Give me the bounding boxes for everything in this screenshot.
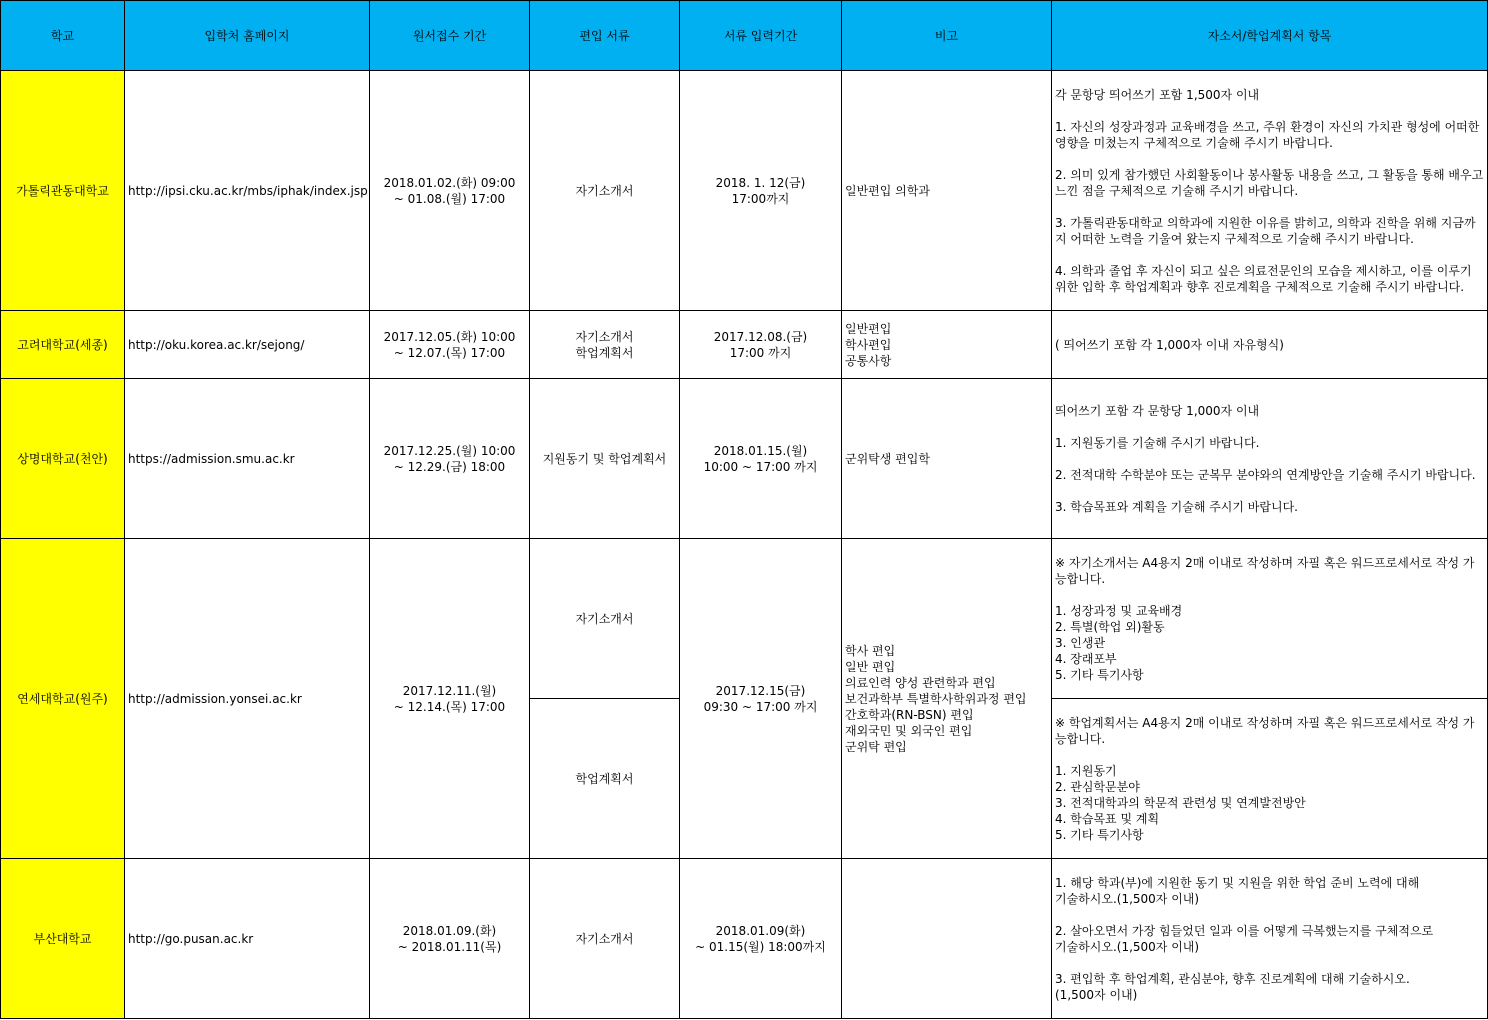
header-documents: 편입 서류 <box>530 1 680 71</box>
table-row <box>1 71 1488 311</box>
homepage-url[interactable]: http://ipsi.cku.ac.kr/mbs/iphak/index.jsp <box>125 71 370 311</box>
school-name: 고려대학교(세종) <box>1 311 125 379</box>
documents: 자기소개서 <box>530 539 680 699</box>
header-school: 학교 <box>1 1 125 71</box>
application-period: 2018.01.02.(화) 09:00 ~ 01.08.(월) 17:00 <box>370 71 530 311</box>
note: 일반편입 학사편입 공통사항 <box>842 311 1052 379</box>
header-essay-items: 자소서/학업계획서 항목 <box>1052 1 1488 71</box>
header-input-period: 서류 입력기간 <box>680 1 842 71</box>
note: 일반편입 의학과 <box>842 71 1052 311</box>
essay-items: ※ 자기소개서는 A4용지 2매 이내로 작성하며 자필 혹은 워드프로세서로 작성 가능합니다. 1. 성장과정 및 교육배경 2. 특별(학업 외)활동 3. 인생관 4. 장래포부 5. 기타 특기사항 <box>1052 539 1488 699</box>
homepage-url[interactable]: http://oku.korea.ac.kr/sejong/ <box>125 311 370 379</box>
header-note: 비고 <box>842 1 1052 71</box>
documents: 자기소개서 <box>530 71 680 311</box>
school-name: 상명대학교(천안) <box>1 379 125 539</box>
school-name: 연세대학교(원주) <box>1 539 125 859</box>
table-row <box>1 311 1488 379</box>
input-period: 2017.12.15(금) 09:30 ~ 17:00 까지 <box>680 539 842 859</box>
essay-items: ( 띄어쓰기 포함 각 1,000자 이내 자유형식) <box>1052 311 1488 379</box>
application-period: 2017.12.25.(월) 10:00 ~ 12.29.(금) 18:00 <box>370 379 530 539</box>
documents: 자기소개서 학업계획서 <box>530 311 680 379</box>
note: 학사 편입 일반 편입 의료인력 양성 관련학과 편입 보건과학부 특별학사학위과정 편입 간호학과(RN-BSN) 편입 재외국민 및 외국인 편입 군위탁 편입 <box>842 539 1052 859</box>
essay-items: 각 문항당 띄어쓰기 포함 1,500자 이내 1. 자신의 성장과정과 교육배경을 쓰고, 주위 환경이 자신의 가치관 형성에 어떠한 영향을 미쳤는지 구체적으로 기술해 주시기 바랍니다. 2. 의미 있게 참가했던 사회활동이나 봉사활동 내용을 쓰고, 그 활동을 통해 배우고 느낀 점을 구체적으로 기술해 주시기 바랍니다. 3. 가톨릭관동대학교 의학과에 지원한 이유를 밝히고, 의학과 진학을 위해 지금까지 어떠한 노력을 기울여 왔는지 구체적으로 기술해 주시기 바랍니다. 4. 의학과 졸업 후 자신이 되고 싶은 의료전문인의 모습을 제시하고, 이를 이루기 위한 입학 후 학업계획과 향후 진로계획을 구체적으로 기술해 주시기 바랍니다. <box>1052 71 1488 311</box>
input-period: 2018.01.09(화) ~ 01.15(월) 18:00까지 <box>680 859 842 1019</box>
essay-items: 띄어쓰기 포함 각 문항당 1,000자 이내 1. 지원동기를 기술해 주시기 바랍니다. 2. 전적대학 수학분야 또는 군복무 분야와의 연계방안을 기술해 주시기 바랍니다. 3. 학습목표와 계획을 기술해 주시기 바랍니다. <box>1052 379 1488 539</box>
note <box>842 859 1052 1019</box>
input-period: 2018. 1. 12(금) 17:00까지 <box>680 71 842 311</box>
school-name: 가톨릭관동대학교 <box>1 71 125 311</box>
header-homepage: 입학처 홈페이지 <box>125 1 370 71</box>
header-row <box>1 1 1488 71</box>
input-period: 2018.01.15.(월) 10:00 ~ 17:00 까지 <box>680 379 842 539</box>
table-row <box>1 859 1488 1019</box>
table-row <box>1 379 1488 539</box>
documents: 자기소개서 <box>530 859 680 1019</box>
application-period: 2017.12.05.(화) 10:00 ~ 12.07.(목) 17:00 <box>370 311 530 379</box>
header-application-period: 원서접수 기간 <box>370 1 530 71</box>
note: 군위탁생 편입학 <box>842 379 1052 539</box>
input-period: 2017.12.08.(금) 17:00 까지 <box>680 311 842 379</box>
application-period: 2017.12.11.(월) ~ 12.14.(목) 17:00 <box>370 539 530 859</box>
essay-items: 1. 해당 학과(부)에 지원한 동기 및 지원을 위한 학업 준비 노력에 대해 기술하시오.(1,500자 이내) 2. 살아오면서 가장 힘들었던 일과 이를 어떻게 극복했는지를 구체적으로 기술하시오.(1,500자 이내) 3. 편입학 후 학업계획, 관심분야, 향후 진로계획에 대해 기술하시오. (1,500자 이내) <box>1052 859 1488 1019</box>
table-row <box>1 539 1488 699</box>
documents: 학업계획서 <box>530 699 680 859</box>
school-name: 부산대학교 <box>1 859 125 1019</box>
homepage-url[interactable]: http://admission.yonsei.ac.kr <box>125 539 370 859</box>
homepage-url[interactable]: http://go.pusan.ac.kr <box>125 859 370 1019</box>
application-period: 2018.01.09.(화) ~ 2018.01.11(목) <box>370 859 530 1019</box>
documents: 지원동기 및 학업계획서 <box>530 379 680 539</box>
essay-items: ※ 학업계획서는 A4용지 2매 이내로 작성하며 자필 혹은 워드프로세서로 작성 가능합니다. 1. 지원동기 2. 관심학문분야 3. 전적대학과의 학문적 관련성 및 연계발전방안 4. 학습목표 및 계획 5. 기타 특기사항 <box>1052 699 1488 859</box>
homepage-url[interactable]: https://admission.smu.ac.kr <box>125 379 370 539</box>
